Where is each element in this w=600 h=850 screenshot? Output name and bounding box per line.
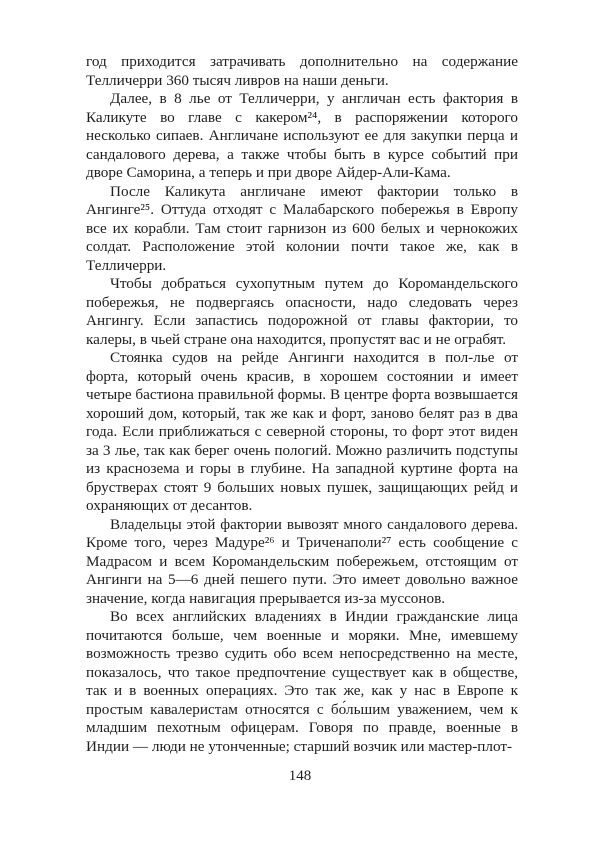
- paragraph-6: Владельцы этой фактории вывозят много сандалового дерева. Кроме того, через Мадуре²⁶ и Триченаполи²⁷ есть сообщение с Мадрасом и всем Коромандельским побережьем, отстоящим от Ангинги на 5—6 дней пешего пути. Это имеет довольно важное значение, когда навигация прерывается из-за муссонов.: [86, 515, 518, 607]
- paragraph-5: Стоянка судов на рейде Ангинги находится в пол-лье от форта, который очень красив, в хорошем состоянии и имеет четыре бастиона правильной формы. В центре форта возвышается хороший дом, который, так же как и форт, заново белят раз в два года. Если приближаться с северной стороны, то форт этот виден за 3 лье, так как берег очень пологий. Можно различить подступы из краснозема и горы в глубине. На западной куртине форта на брустверах стоят 9 больших новых пушек, защищающих рейд и охраняющих от десантов.: [86, 349, 518, 514]
- paragraph-1: год приходится затрачивать дополнительно на содержание Телличерри 360 тысяч ливров на наши деньги.: [86, 53, 518, 89]
- paragraph-3: После Каликута англичане имеют фактории только в Ангинге²⁵. Оттуда отходят с Малабарского побережья в Европу все их корабли. Там стоит гарнизон из 600 белых и чернокожих солдат. Расположение этой колонии почти такое же, как в Телличерри.: [86, 182, 518, 274]
- paragraph-2: Далее, в 8 лье от Телличерри, у англичан есть фактория в Каликуте во главе с какером²⁴, в распоряжении которого несколько сипаев. Англичане используют ее для закупки перца и сандалового дерева, а также чтобы быть в курсе событий при дворе Саморина, а теперь и при дворе Айдер-Али-Кама.: [86, 90, 518, 181]
- paragraph-4: Чтобы добраться сухопутным путем до Коромандельского побережья, не подвергаясь опасности, надо следовать через Ангингу. Если запастись подорожной от главы фактории, то калеры, в чьей стране она находится, пропустят вас и не ограбят.: [86, 275, 518, 348]
- page-body: [86, 53, 518, 756]
- page-number: 148: [288, 768, 312, 784]
- paragraph-7: Во всех английских владениях в Индии гражданские лица почитаются больше, чем военные и моряки. Мне, имевшему возможность трезво судить обо всем непосредственно на месте, показалось, что такое предпочтение существует как в обществе, так и в военных операциях. Это так же, как у нас в Европе к простым кавалеристам относятся с бо́льшим уважением, чем к младшим пехотным офицерам. Говоря по правде, военные в Индии — люди не утонченные; старший возчик или мастер-плот-: [86, 608, 518, 755]
